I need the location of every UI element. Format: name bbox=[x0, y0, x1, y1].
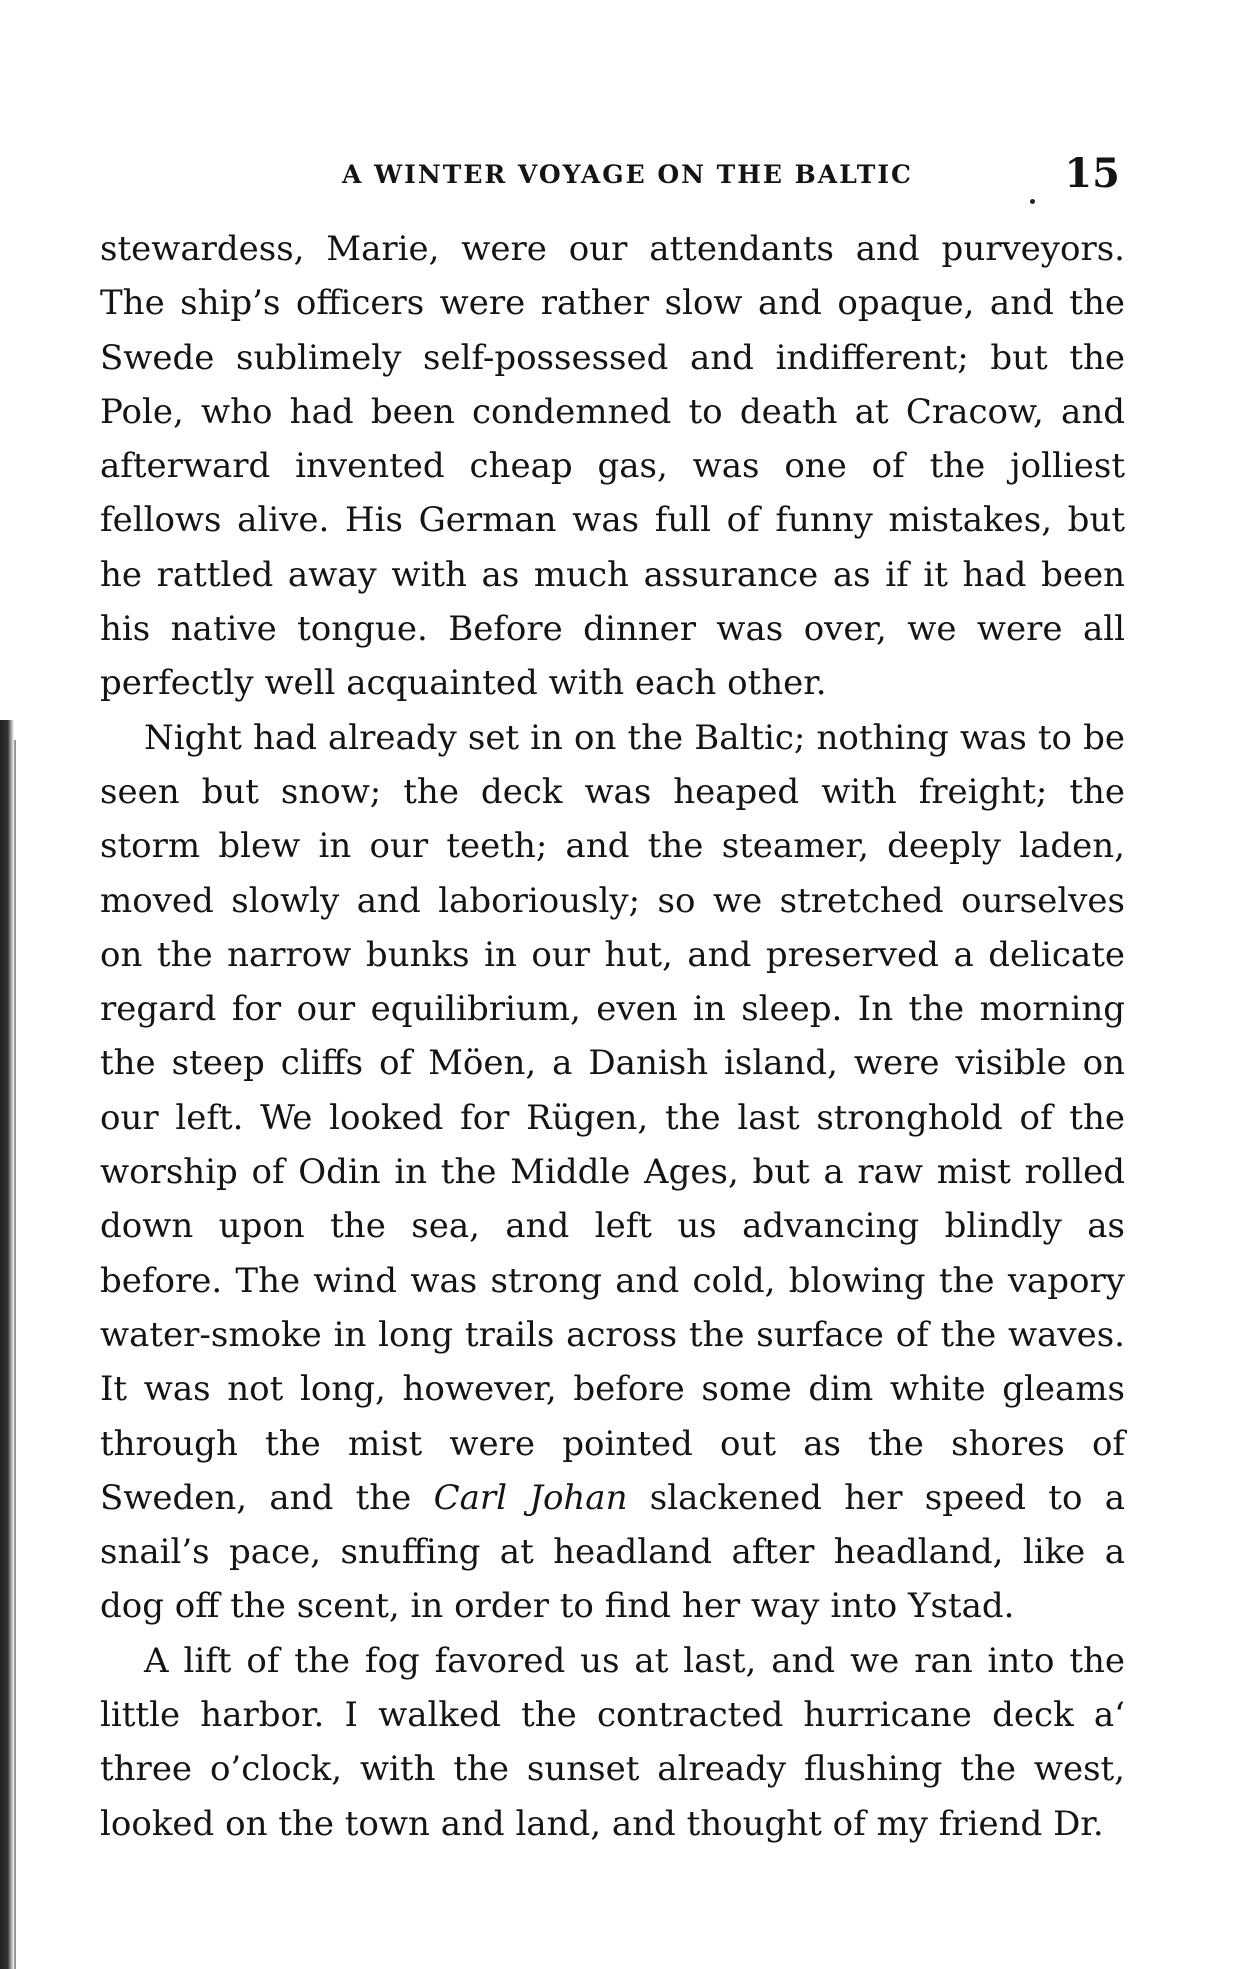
print-speck bbox=[1030, 199, 1035, 204]
paragraph-2 bbox=[100, 711, 1125, 1634]
binding-shadow bbox=[0, 720, 14, 1969]
running-head: A WINTER VOYAGE ON THE BALTIC bbox=[342, 160, 913, 189]
ship-name: Carl Johan bbox=[433, 1477, 628, 1518]
page-header bbox=[100, 150, 1120, 210]
paragraph-1: stewardess, Marie, were our attendants and purveyors. The ship’s officers were rather slow and opaque, and the Swede sublimely self-possessed and indifferent; but the Pole, who had been condemned to death at Cracow, and afterward invented cheap gas, was one of the jolliest fellows alive. His German was full of funny mistakes, but he rattled away with as much assurance as if it had been his native tongue. Before dinner was over, we were all perfectly well acquainted with each other. bbox=[100, 229, 1125, 704]
paragraph-3: A lift of the fog favored us at last, and we ran into the little harbor. I walked the contracted hurricane deck a‘ three o’clock, with the sunset already flushing the west, looked on the town and land, and thought of my friend Dr. bbox=[100, 1640, 1125, 1844]
paragraph-2-part-2: slackened her speed to a snail’s pace, snuffing at headland after headland, like a dog off the scent, in order to find her way into Ystad. bbox=[100, 1477, 1125, 1627]
page-number: 15 bbox=[1064, 150, 1120, 197]
binding-edge-line bbox=[14, 740, 16, 1969]
body-text bbox=[100, 222, 1125, 1851]
paragraph-2-part-1: Night had already set in on the Baltic; nothing was to be seen but snow; the deck was heaped with freight; the storm blew in our teeth; and the steamer, deeply laden, moved slowly and laboriously; so we stretched ourselves on the narrow bunks in our hut, and preserved a delicate regard for our equilibrium, even in sleep. In the morning the steep cliffs of Möen, a Danish island, were visible on our left. We looked for Rügen, the last stronghold of the worship of Odin in the Middle Ages, but a raw mist rolled down upon the sea, and left us advancing blindly as before. The wind was strong and cold, blowing the vapory water-smoke in long trails across the surface of the waves. It was not long, however, before some dim white gleams through the mist were pointed out as the shores of Sweden, and the bbox=[100, 717, 1125, 1518]
